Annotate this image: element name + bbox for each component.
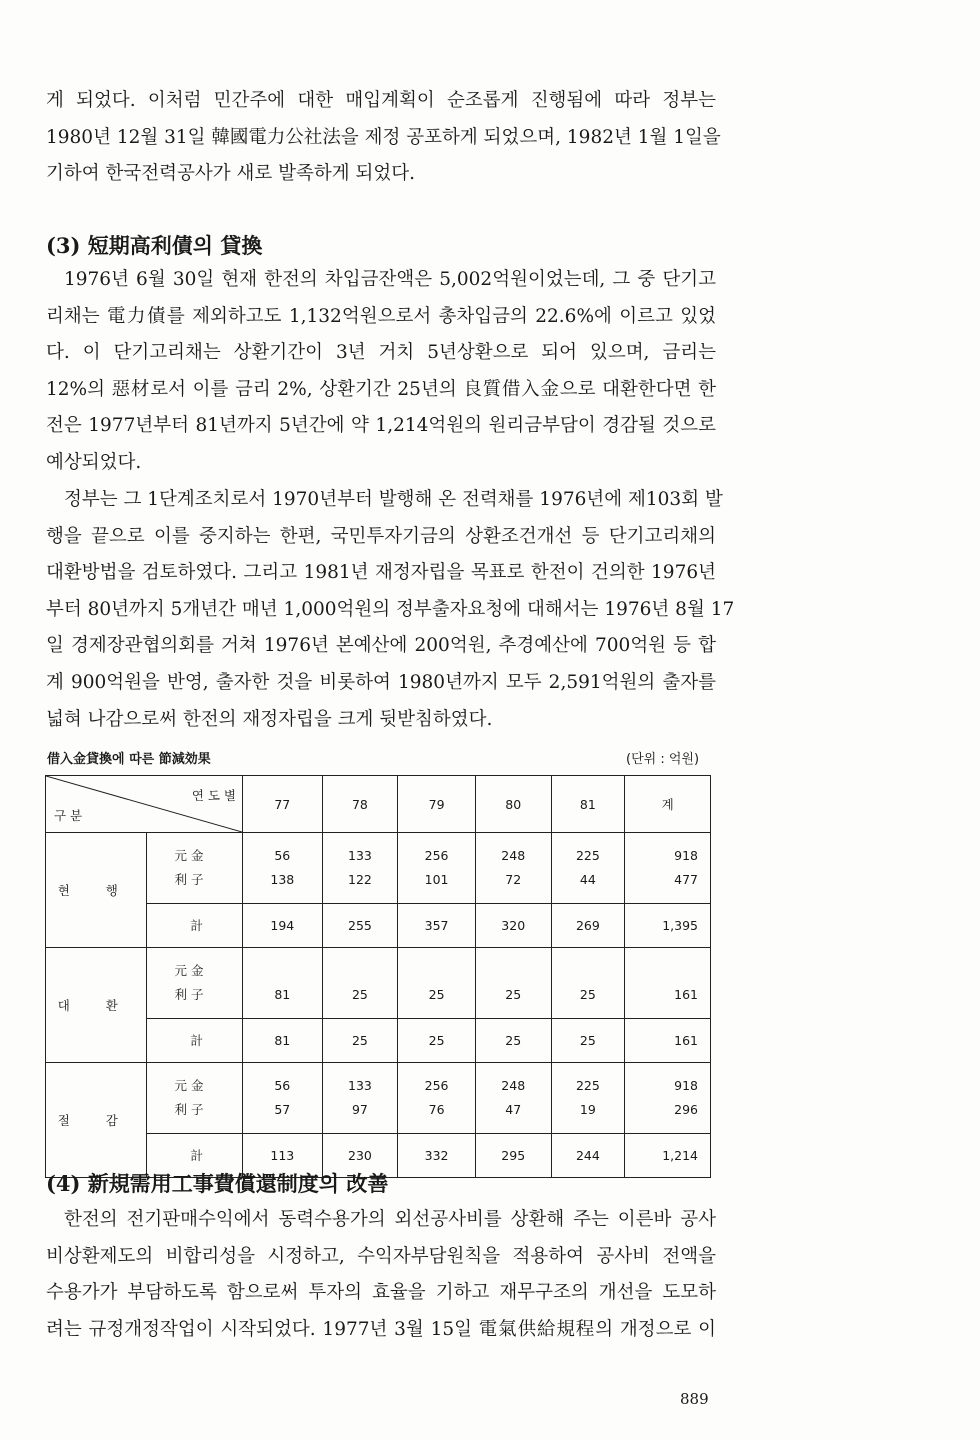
table-cell: 295 [475, 1134, 551, 1178]
year-header: 81 [551, 776, 625, 833]
table-caption: 借入金貸換에 따른 節減効果 [47, 752, 211, 767]
table-cell: 357 [398, 904, 476, 948]
table-cell: 194 [243, 904, 323, 948]
table-cell: 25 [398, 948, 476, 1019]
group-label: 절 감 [46, 1063, 147, 1178]
table-cell: 25 [551, 948, 625, 1019]
table-cell: 25 [322, 1019, 398, 1063]
table-row [46, 833, 711, 904]
text-line: 행을 끝으로 이를 중지하는 한편, 국민투자기금의 상환조건개선 등 단기고리채의 [46, 525, 716, 547]
text-line: 리채는 電力債를 제외하고도 1,132억원으로서 총차입금의 22.6%에 이르고 있었 [46, 305, 716, 327]
section-heading-4: (4) 新規需用工事費償還制度의 改善 [46, 1171, 389, 1196]
table-cell: 56 57 [243, 1063, 323, 1134]
table-cell: 25 [551, 1019, 625, 1063]
table-cell: 25 [322, 948, 398, 1019]
table-cell: 1,214 [625, 1134, 711, 1178]
table-cell: 230 [322, 1134, 398, 1178]
text-line: 기하여 한국전력공사가 새로 발족하게 되었다. [46, 163, 415, 185]
row-label: 元 金 利 子 [146, 833, 243, 904]
text-line: 1980년 12월 31일 韓國電力公社法을 제정 공포하게 되었으며, 1982년 1월 1일을 [46, 126, 721, 148]
text-line: 게 되었다. 이처럼 민간주에 대한 매입계획이 순조롭게 진행됨에 따라 정부는 [46, 90, 716, 111]
text-line: 예상되었다. [46, 451, 142, 473]
table-cell: 256 101 [398, 833, 476, 904]
corner-group-label: 구 분 [54, 808, 83, 823]
table-unit: (단위 : 억원) [626, 752, 700, 767]
page-number: 889 [680, 1390, 709, 1408]
table-cell: 269 [551, 904, 625, 948]
corner-years-label: 연 도 별 [191, 788, 236, 803]
table-cell: 81 [243, 1019, 323, 1063]
paragraph-3 [46, 482, 735, 738]
corner-cell [46, 776, 243, 833]
text-line: 일 경제장관협의회를 거쳐 1976년 본예산에 200억원, 추경예산에 700억원 등 합 [46, 635, 716, 657]
year-header: 79 [398, 776, 476, 833]
table-cell: 1,395 [625, 904, 711, 948]
row-label: 計 [146, 904, 243, 948]
text-line: 전은 1977년부터 81년까지 5년간에 약 1,214억원의 원리금부담이 경감될 것으로 [46, 415, 716, 437]
group-label: 현 행 [46, 833, 147, 948]
text-line: 한전의 전기판매수익에서 동력수용가의 외선공사비를 상환해 주는 이른바 공사 [64, 1209, 716, 1230]
text-line: 수용가가 부담하도록 함으로써 투자의 효율을 기하고 재무구조의 개선을 도모하 [46, 1282, 716, 1304]
text-line: 계 900억원을 반영, 출자한 것을 비롯하여 1980년까지 모두 2,591억원의 출자를 [46, 671, 716, 693]
paragraph-4 [46, 1202, 716, 1348]
table-cell: 133 122 [322, 833, 398, 904]
table-cell: 248 47 [475, 1063, 551, 1134]
table-row [46, 948, 711, 1019]
table-cell: 25 [475, 1019, 551, 1063]
text-line: 정부는 그 1단계조치로서 1970년부터 발행해 온 전력채를 1976년에 제103회 발 [64, 489, 723, 510]
text-line: 비상환제도의 비합리성을 시정하고, 수익자부담원칙을 적용하여 공사비 전액을 [46, 1245, 716, 1267]
table-cell: 244 [551, 1134, 625, 1178]
table-header-row [46, 776, 711, 833]
table-row [46, 1063, 711, 1134]
savings-table [45, 775, 711, 1178]
table-cell: 161 [625, 948, 711, 1019]
row-label: 計 [146, 1134, 243, 1178]
table-cell: 256 76 [398, 1063, 476, 1134]
year-header: 77 [243, 776, 323, 833]
table-cell: 25 [475, 948, 551, 1019]
table-cell: 225 44 [551, 833, 625, 904]
text-line: 대환방법을 검토하였다. 그리고 1981년 재정자립을 목표로 한전이 건의한 1976년 [46, 562, 716, 584]
table-cell: 255 [322, 904, 398, 948]
text-line: 1976년 6월 30일 현재 한전의 차입금잔액은 5,002억원이었는데, 그 중 단기고 [64, 269, 716, 290]
text-line: 다. 이 단기고리채는 상환기간이 3년 거치 5년상환으로 되어 있으며, 금리는 [46, 342, 716, 364]
table-cell: 225 19 [551, 1063, 625, 1134]
section-heading-3: (3) 短期高利債의 貸換 [46, 233, 263, 258]
table-cell: 56 138 [243, 833, 323, 904]
table-cell: 332 [398, 1134, 476, 1178]
row-label: 元 金 利 子 [146, 1063, 243, 1134]
text-line: 넓혀 나감으로써 한전의 재정자립을 크게 뒷받침하였다. [46, 708, 493, 730]
table-cell: 161 [625, 1019, 711, 1063]
text-line: 려는 규정개정작업이 시작되었다. 1977년 3월 15일 電氣供給規程의 개정으로 이 [46, 1318, 716, 1340]
table-cell: 248 72 [475, 833, 551, 904]
paragraph-2 [46, 262, 716, 482]
year-header: 80 [475, 776, 551, 833]
year-header: 78 [322, 776, 398, 833]
row-label: 計 [146, 1019, 243, 1063]
year-header: 계 [625, 776, 711, 833]
text-line: 12%의 惡材로서 이를 금리 2%, 상환기간 25년의 良質借入金으로 대환한다면 한 [46, 378, 716, 400]
table-row [46, 904, 711, 948]
table-cell: 25 [398, 1019, 476, 1063]
table-cell: 81 [243, 948, 323, 1019]
table-row [46, 1019, 711, 1063]
table-cell: 918 477 [625, 833, 711, 904]
text-line: 부터 80년까지 5개년간 매년 1,000억원의 정부출자요청에 대해서는 1976년 8월 17 [46, 598, 735, 620]
table-cell: 918 296 [625, 1063, 711, 1134]
row-label: 元 金 利 子 [146, 948, 243, 1019]
group-label: 대 환 [46, 948, 147, 1063]
paragraph-1 [46, 83, 721, 193]
table-cell: 113 [243, 1134, 323, 1178]
table-cell: 320 [475, 904, 551, 948]
table-cell: 133 97 [322, 1063, 398, 1134]
